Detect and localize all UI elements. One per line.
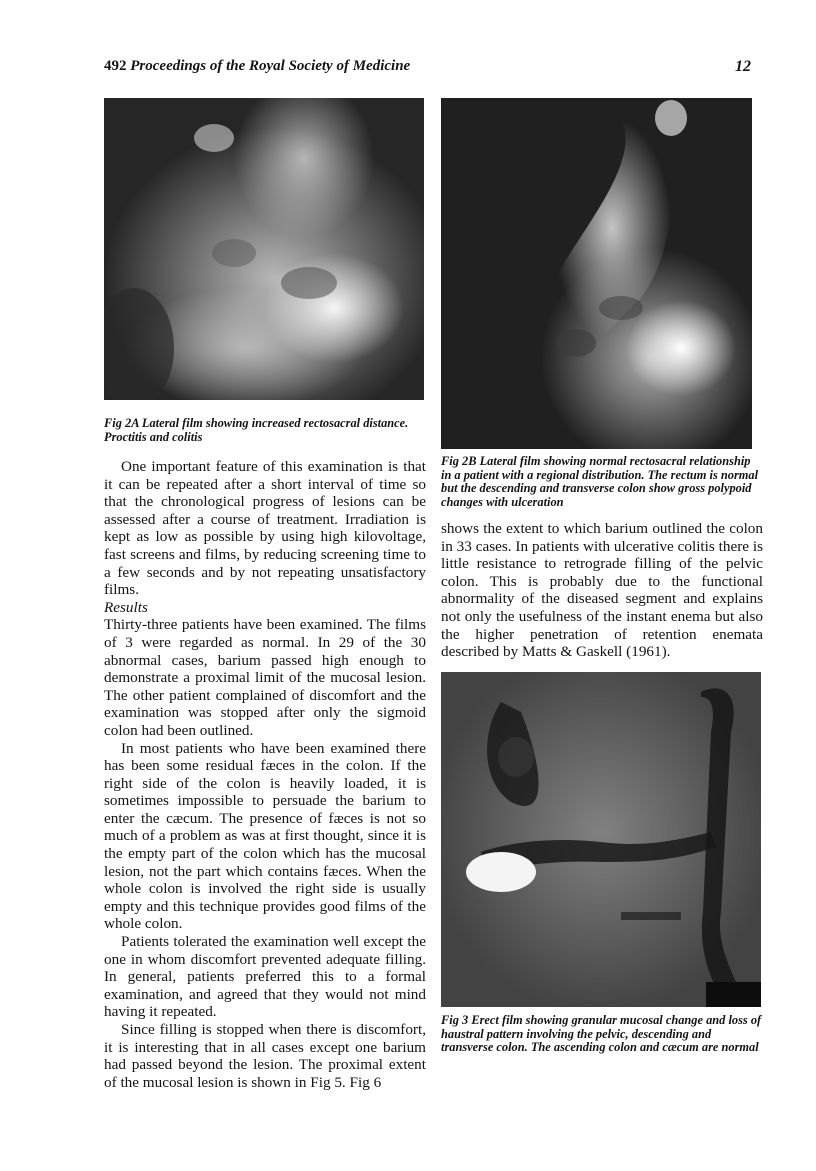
right-column-body <box>441 520 763 661</box>
figure-3-caption <box>441 1014 763 1055</box>
figure-3-caption-text: Erect film showing granular mucosal change and loss of haustral pattern involving the pelvic, descending and transverse colon. The ascending colon and cæcum are normal <box>441 1013 762 1055</box>
figure-2a-label: Fig 2A <box>104 416 139 430</box>
paragraph: shows the extent to which barium outlined the colon in 33 cases. In patients with ulcerative colitis there is little resistance to retrograde filling of the pelvic colon. This is probably due to the functional abnormality of the diseased segment and explains not only the usefulness of the instant enema but also the higher penetration of retention enemata described by Matts & Gaskell (1961). <box>441 520 763 661</box>
volume-number: 12 <box>735 58 751 75</box>
figure-2a-caption-text: Lateral film showing increased rectosacral distance. Proctitis and colitis <box>104 416 409 444</box>
left-column-body <box>104 458 426 1091</box>
results-heading: Results <box>104 598 148 616</box>
paragraph: Patients tolerated the examination well except the one in whom discomfort prevented adequate filling. In general, patients preferred this to a formal examination, and agreed that they would not mind having it repeated. <box>104 933 426 1021</box>
figure-2b-label: Fig 2B <box>441 454 477 468</box>
figure-2b-caption-text: Lateral film showing normal rectosacral relationship in a patient with a regional distribution. The rectum is normal but the descending and transverse colon show gross polypoid changes with ulceration <box>441 454 759 509</box>
figure-2b-caption <box>441 455 763 509</box>
figure-3-radiograph <box>441 672 761 1007</box>
figure-3-label: Fig 3 <box>441 1013 469 1027</box>
paragraph: One important feature of this examination is that it can be repeated after a short interval of time so that the chronological progress of lesions can be assessed after a course of treatment. Irradiation is kept as low as possible by using high kilovoltage, fast screens and films, by reducing screening time to a few seconds and by not repeating unsatisfactory films. <box>104 458 426 599</box>
paragraph: Thirty-three patients have been examined. The films of 3 were regarded as normal. In 29 of the 30 abnormal cases, barium passed high enough to demonstrate a proximal limit of the mucosal lesion. The other patient complained of discomfort and the examination was stopped after only the sigmoid colon had been outlined. <box>104 616 426 739</box>
running-header <box>104 58 410 75</box>
figure-2a-caption <box>104 417 424 444</box>
figure-2b-radiograph <box>441 98 752 449</box>
paragraph: In most patients who have been examined there has been some residual fæces in the colon. If the right side of the colon is heavily loaded, it is sometimes impossible to persuade the barium to enter the cæcum. The presence of fæces is not so much of a problem as was at first thought, since it is the empty part of the colon which has the mucosal lesion, not the part which contains fæces. When the whole colon is involved the right side is usually empty and this technique provides good films of the whole colon. <box>104 739 426 933</box>
figure-2a-radiograph <box>104 98 424 400</box>
paragraph: Since filling is stopped when there is discomfort, it is interesting that in all cases except one barium had passed beyond the lesion. The proximal extent of the mucosal lesion is shown in Fig 5. Fig 6 <box>104 1021 426 1091</box>
journal-title: Proceedings of the Royal Society of Medicine <box>130 58 411 74</box>
page-number: 492 <box>104 58 127 74</box>
